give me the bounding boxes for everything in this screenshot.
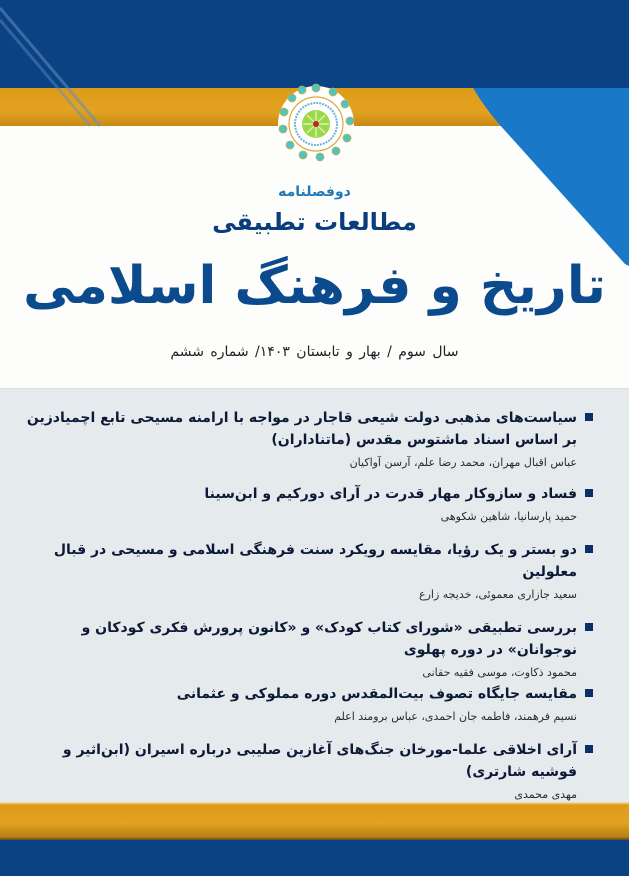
article-item xyxy=(23,683,593,727)
issue-info: سال سوم / بهار و تابستان ۱۴۰۳/ شماره ششم xyxy=(170,344,459,360)
article-title: آرای اخلاقی علما-مورخان جنگ‌های آغازین صلیبی درباره اسیران (ابن‌اثیر و فوشیه شارتری) xyxy=(62,742,577,780)
bottom-blue-band xyxy=(0,840,629,876)
article-title: فساد و سازوکار مهار قدرت در آرای دورکیم و ابن‌سینا xyxy=(204,486,577,502)
article-item xyxy=(23,739,593,805)
article-authors: نسیم فرهمند، فاطمه جان احمدی، عباس برومند اعلم xyxy=(334,710,577,723)
square-bullet-icon xyxy=(585,745,593,753)
table-of-contents xyxy=(0,388,629,802)
article-title: بررسی تطبیقی «شورای کتاب کودک» و «کانون پرورش فکری کودکان و نوجوانان» در دوره پهلوی xyxy=(81,620,577,658)
diagonal-light-lines-decoration xyxy=(0,0,140,130)
square-bullet-icon xyxy=(585,689,593,697)
periodicity-label: دوفصلنامه xyxy=(278,184,351,200)
bottom-gold-band xyxy=(0,802,629,840)
article-item xyxy=(23,407,593,473)
article-authors: سعید جازاری معموئی، خدیجه زارع xyxy=(419,588,577,601)
article-authors: مهدی محمدی xyxy=(514,788,577,801)
article-item xyxy=(23,483,593,527)
article-item xyxy=(23,539,593,605)
article-authors: حمید پارسانیا، شاهین شکوهی xyxy=(440,510,577,523)
journal-subtitle: مطالعات تطبیقی xyxy=(212,208,417,236)
article-title: مقایسه جایگاه تصوف بیت‌المقدس دوره مملوکی و عثمانی xyxy=(176,686,577,702)
square-bullet-icon xyxy=(585,545,593,553)
journal-title: تاریخ و فرهنگ اسلامی xyxy=(23,256,606,316)
article-authors: عباس اقبال مهران، محمد رضا علم، آرسن آواکیان xyxy=(349,456,577,469)
university-seal-icon xyxy=(276,74,356,170)
article-item xyxy=(23,617,593,683)
square-bullet-icon xyxy=(585,489,593,497)
corner-blue-shape-decoration xyxy=(459,88,629,268)
article-list xyxy=(23,407,593,805)
square-bullet-icon xyxy=(585,623,593,631)
article-title: دو بستر و یک رؤیا، مقایسه رویکرد سنت فرهنگی اسلامی و مسیحی در قبال معلولین xyxy=(53,542,577,580)
article-title: سیاست‌های مذهبی دولت شیعی قاجار در مواجه با ارامنه مسیحی تابع اچمیادزین بر اساس اسناد ماشتوس مقدس (ماتناداران) xyxy=(26,410,577,448)
article-authors: محمود ذکاوت، موسی فقیه حقانی xyxy=(422,666,577,679)
square-bullet-icon xyxy=(585,413,593,421)
